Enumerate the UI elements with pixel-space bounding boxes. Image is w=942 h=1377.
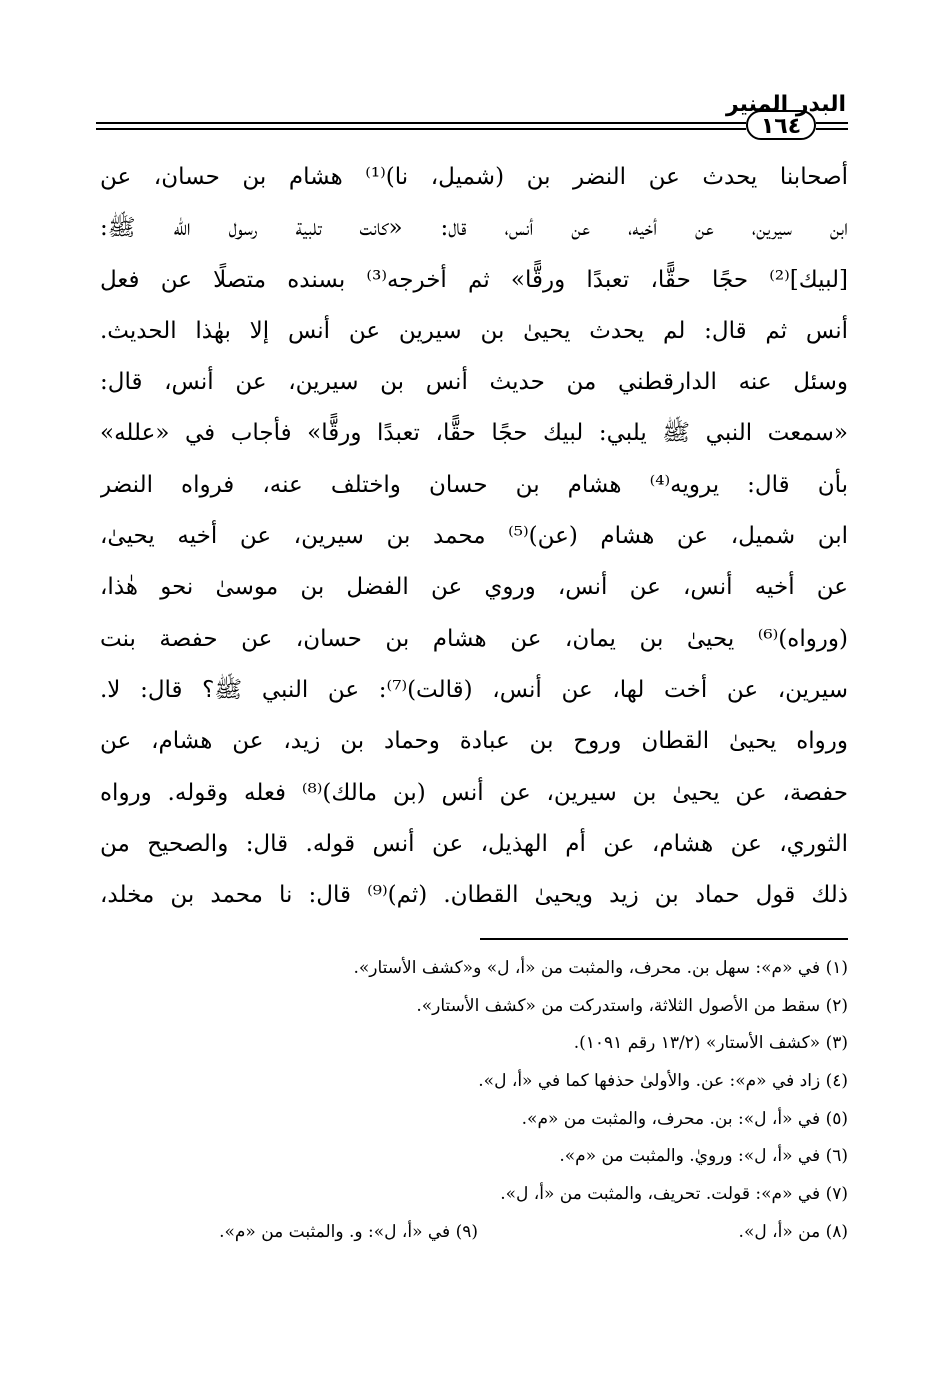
footnote-separator: [480, 938, 848, 940]
footnote: (٥) في «أ، ل»: بن. محرف، والمثبت من «م».: [521, 1108, 848, 1129]
main-text: [100, 152, 848, 921]
text-line: وسئل عنه الدارقطني من حديث أنس بن سيرين، عن أنس، قال:: [100, 369, 848, 396]
header-rule: [96, 122, 746, 124]
text-line: ورواه يحيىٰ القطان وروح بن عبادة وحماد بن زيد، عن هشام، عن: [100, 728, 848, 755]
header-rule: [96, 128, 746, 130]
text-line: «سمعت النبي ﷺ يلبي: لبيك حجًا حقًّا، تعبدًا ورقًّا» فأجاب في «علله»: [100, 420, 848, 447]
header-rule: [816, 122, 848, 124]
footnote: (٨) من «أ، ل».: [738, 1221, 848, 1242]
footnote: (٢) سقط من الأصول الثلاثة، واستدركت من «كشف الأستار».: [416, 995, 848, 1016]
page-header: [96, 92, 848, 140]
running-title: البدر المنير: [725, 92, 846, 117]
header-rule: [816, 128, 848, 130]
footnote: (٦) في «أ، ل»: ورويٰ. والمثبت من «م».: [559, 1146, 848, 1167]
text-line: ذلك قول حماد بن زيد ويحيىٰ القطان. (ثم)⁽⁹⁾ قال: نا محمد بن مخلد،: [100, 882, 848, 909]
footnote: (٤) زاد في «م»: عن. والأولىٰ حذفها كما في «أ، ل».: [478, 1071, 848, 1092]
footnote: (٩) في «أ، ل»: و. والمثبت من «م».: [219, 1221, 478, 1242]
text-line: حفصة، عن يحيىٰ بن سيرين، عن أنس (بن مالك)⁽⁸⁾ فعله وقوله. ورواه: [100, 779, 848, 806]
text-line: ابن شميل، عن هشام (عن)⁽⁵⁾ محمد بن سيرين، عن أخيه يحيىٰ،: [100, 523, 848, 550]
text-line: [لبيك]⁽²⁾ حجًا حقًّا، تعبدًا ورقًّا» ثم أخرجه⁽³⁾ بسنده متصلًا عن فعل: [100, 266, 848, 293]
text-line: أنس ثم قال: لم يحدث يحيىٰ بن سيرين عن أنس إلا بهٰذا الحديث.: [100, 317, 848, 344]
text-line: عن أخيه أنس، عن أنس، وروي عن الفضل بن موسىٰ نحو هٰذا،: [100, 574, 848, 601]
footnote: (١) في «م»: سهل بن. محرف، والمثبت من «أ، ل» و«كشف الأستار».: [353, 958, 848, 978]
text-line: ابن سيرين، عن أخيه، عن أنس، قال: «كانت تلبية رسول الله ﷺ:: [100, 215, 848, 242]
text-line: سيرين، عن أخت لها، عن أنس، (قالت)⁽⁷⁾: عن النبي ﷺ؟ قال: لا.: [100, 676, 848, 703]
text-line: بأن قال: يرويه⁽⁴⁾ هشام بن حسان واختلف عنه، فرواه النضر: [100, 471, 848, 498]
text-line: الثوري، عن هشام، عن أم الهذيل، عن أنس قوله. قال: والصحيح من: [100, 830, 848, 857]
text-line: أصحابنا يحدث عن النضر بن (شميل، نا)⁽¹⁾ هشام بن حسان، عن: [100, 164, 848, 190]
footnote: (٧) في «م»: قولت. تحريف، والمثبت من «أ، ل».: [500, 1184, 848, 1205]
footnotes: [100, 950, 848, 1252]
footnote: (٣) «كشف الأستار» (١٣/٢ رقم ١٠٩١).: [573, 1033, 848, 1054]
footnote-row: [100, 1214, 848, 1252]
page-number: ١٦٤: [746, 110, 816, 140]
text-line: (ورواه)⁽⁶⁾ يحيىٰ بن يمان، عن هشام بن حسان، عن حفصة بنت: [100, 625, 848, 652]
